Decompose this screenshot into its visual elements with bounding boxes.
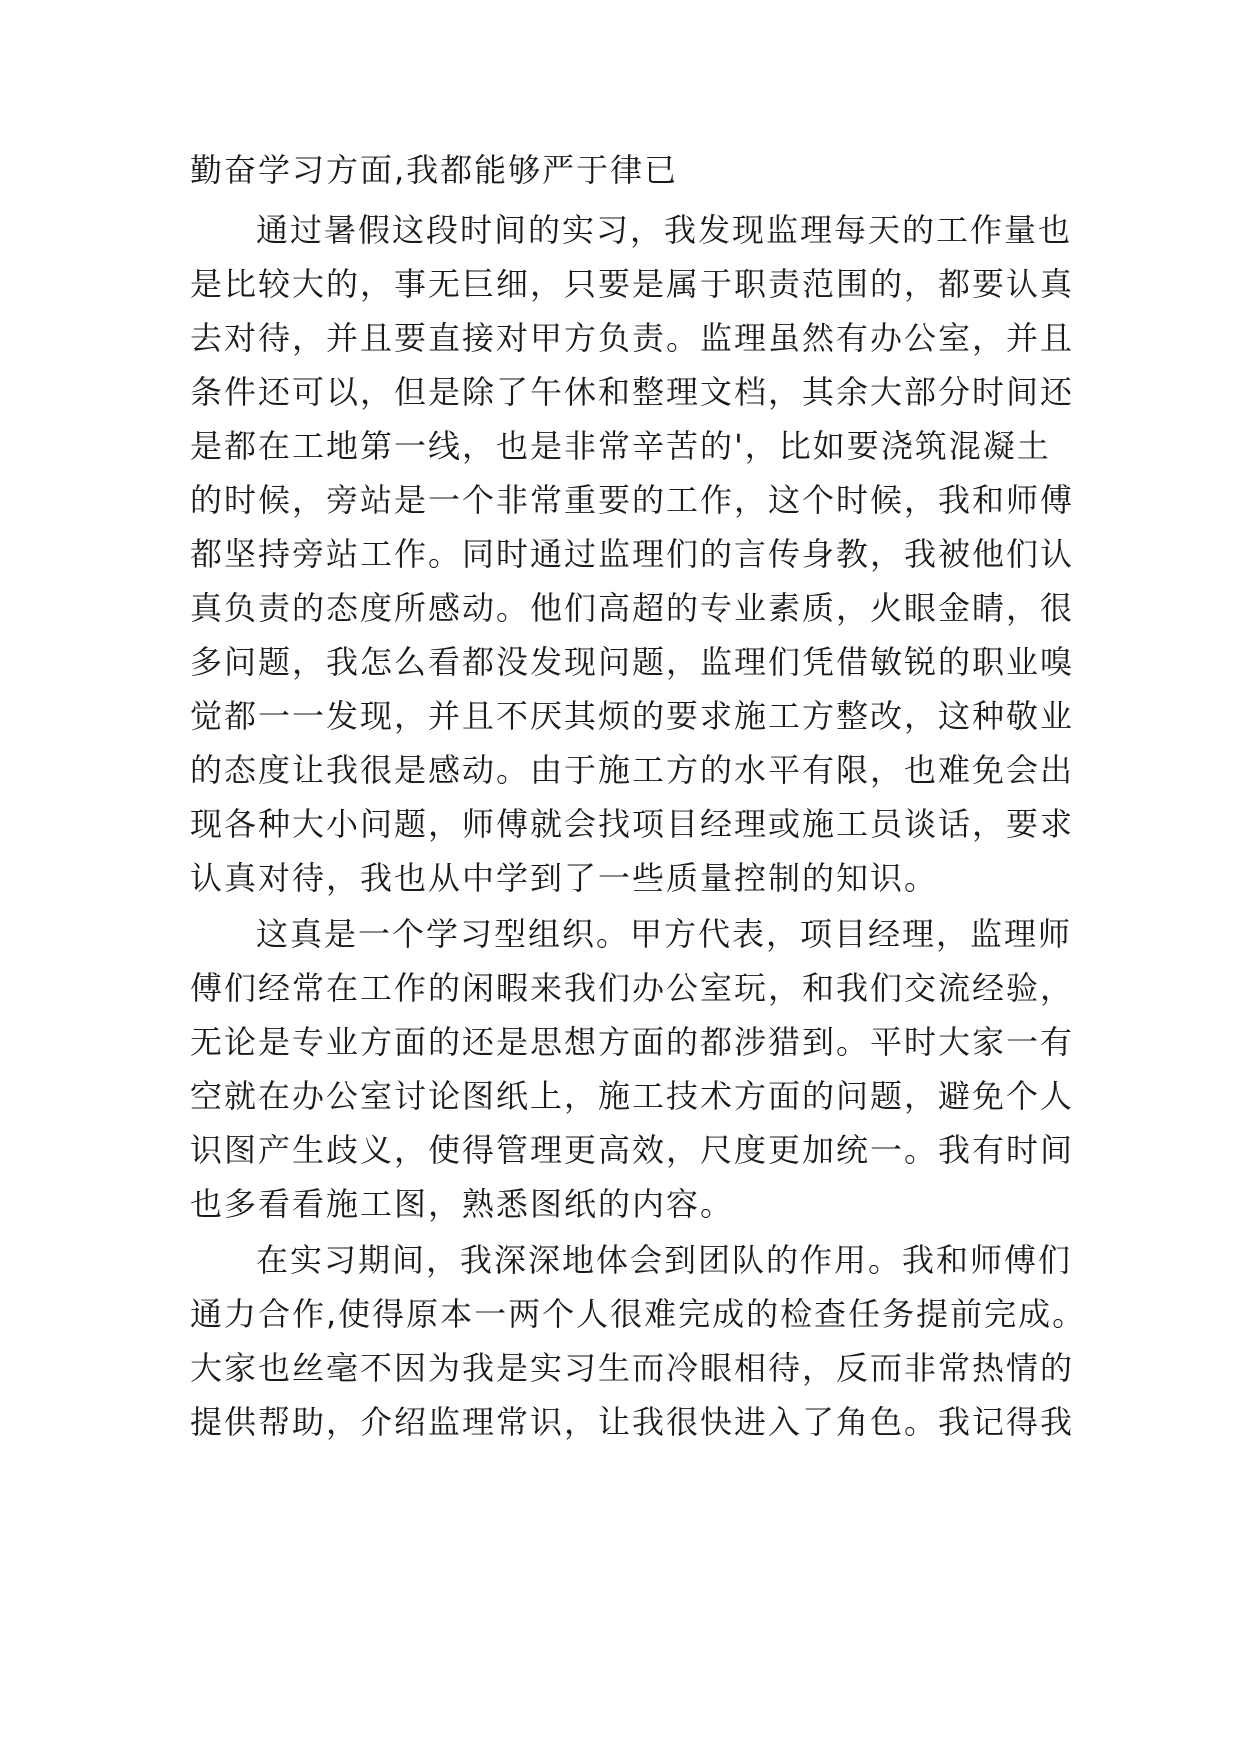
text-line: 的时候，旁站是一个非常重要的工作，这个时候，我和师傅 [190,481,1075,519]
text-line: 现各种大小问题，师傅就会找项目经理或施工员谈话，要求 [190,805,1075,843]
text-line: 傅们经常在工作的闲暇来我们办公室玩，和我们交流经验， [190,969,1075,1007]
paragraph-start-line: 这真是一个学习型组织。甲方代表，项目经理，监理师 [256,915,1073,953]
text-line: 条件还可以，但是除了午休和整理文档，其余大部分时间还 [190,373,1075,411]
text-line: 也多看看施工图，熟悉图纸的内容。 [190,1185,735,1223]
text-line: 空就在办公室讨论图纸上，施工技术方面的问题，避免个人 [190,1077,1075,1115]
text-line: 的态度让我很是感动。由于施工方的水平有限，也难免会出 [190,751,1075,789]
text-line: 是都在工地第一线，也是非常辛苦的'，比如要浇筑混凝土 [190,427,1051,465]
text-line: 认真对待，我也从中学到了一些质量控制的知识。 [190,859,939,897]
paragraph-start-line: 通过暑假这段时间的实习，我发现监理每天的工作量也 [256,211,1073,249]
text-line: 勤奋学习方面,我都能够严于律已 [190,151,679,189]
text-line: 去对待，并且要直接对甲方负责。监理虽然有办公室，并且 [190,319,1075,357]
text-line: 通力合作,使得原本一两个人很难完成的检查任务提前完成。 [190,1295,1087,1333]
text-line: 提供帮助，介绍监理常识，让我很快进入了角色。我记得我 [190,1403,1075,1441]
text-line: 多问题，我怎么看都没发现问题，监理们凭借敏锐的职业嗅 [190,643,1075,681]
text-line: 无论是专业方面的还是思想方面的都涉猎到。平时大家一有 [190,1023,1075,1061]
text-line: 识图产生歧义，使得管理更高效，尺度更加统一。我有时间 [190,1131,1075,1169]
text-line: 都坚持旁站工作。同时通过监理们的言传身教，我被他们认 [190,535,1075,573]
text-line: 觉都一一发现，并且不厌其烦的要求施工方整改，这种敬业 [190,697,1075,735]
paragraph-start-line: 在实习期间，我深深地体会到团队的作用。我和师傅们 [256,1241,1073,1279]
text-line: 是比较大的，事无巨细，只要是属于职责范围的，都要认真 [190,265,1075,303]
text-line: 真负责的态度所感动。他们高超的专业素质，火眼金睛，很 [190,589,1075,627]
text-line: 大家也丝毫不因为我是实习生而冷眼相待，反而非常热情的 [190,1349,1075,1387]
